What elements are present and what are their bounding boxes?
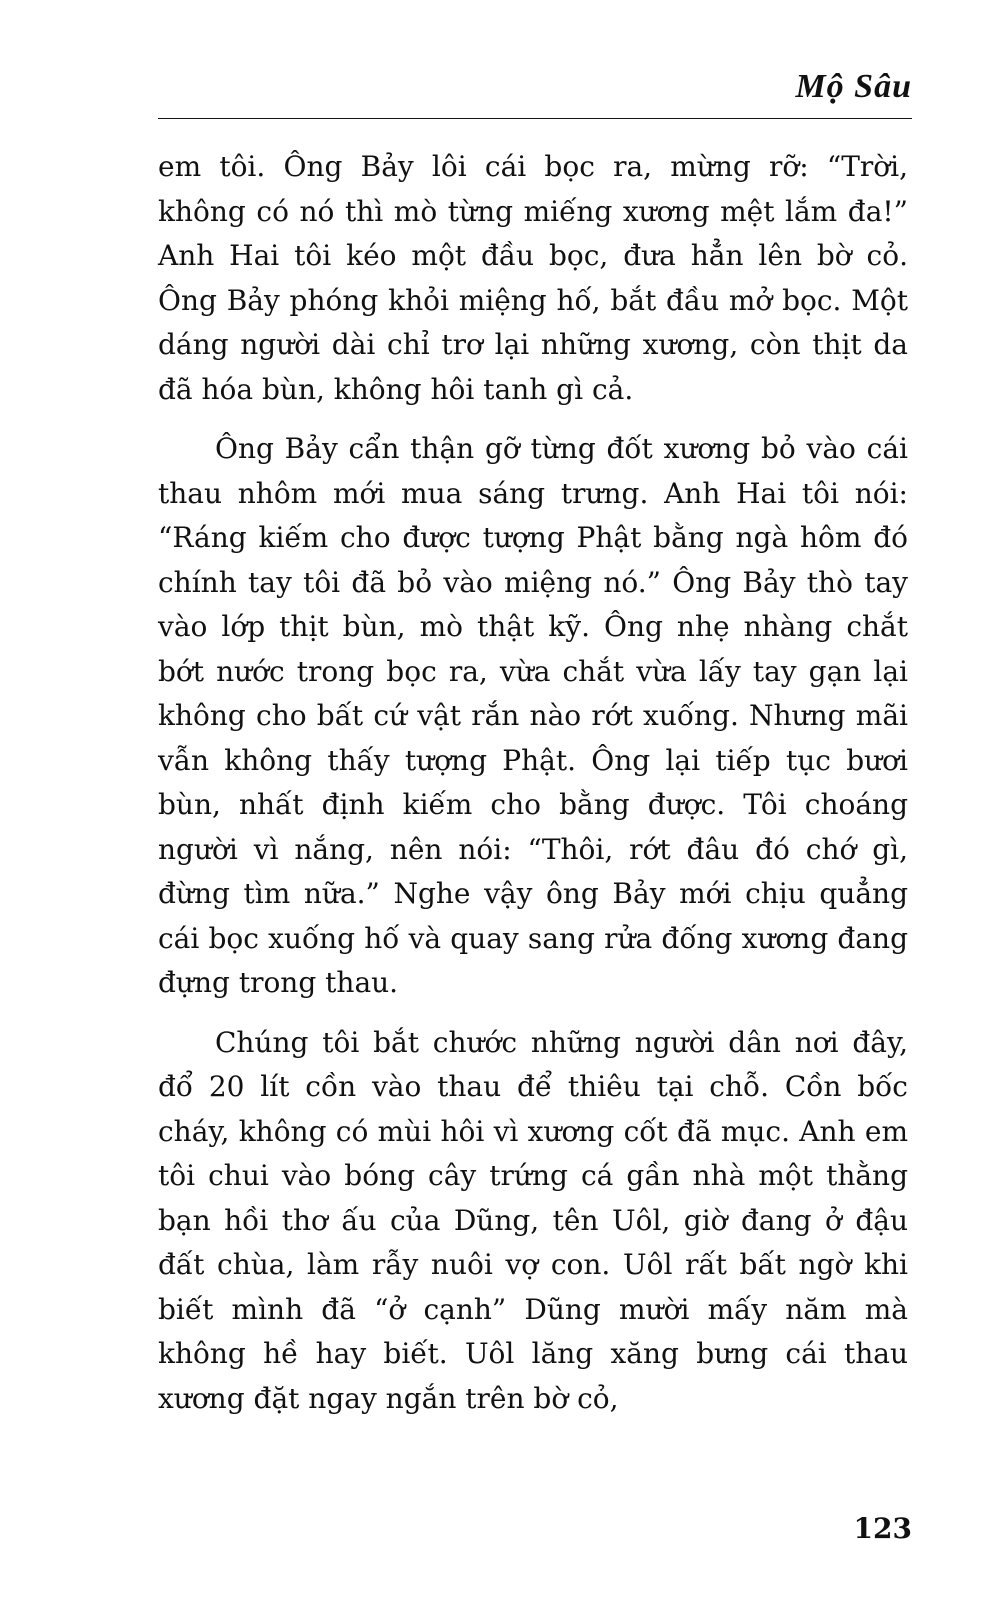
page-number: 123: [853, 1512, 912, 1545]
paragraph-3: Chúng tôi bắt chước những người dân nơi đây, đổ 20 lít cồn vào thau để thiêu tại chỗ. Cồn bốc cháy, không có mùi hôi vì xương cốt đã mục. Anh em tôi chui vào bóng cây trứng cá gần nhà một thằng bạn hồi thơ ấu của Dũng, tên Uôl, giờ đang ở đậu đất chùa, làm rẫy nuôi vợ con. Uôl rất bất ngờ khi biết mình đã “ở cạnh” Dũng mười mấy năm mà không hề hay biết. Uôl lăng xăng bưng cái thau xương đặt ngay ngắn trên bờ cỏ,: [158, 1025, 908, 1415]
running-header-title: Mộ Sâu: [795, 68, 912, 105]
paragraph-1: em tôi. Ông Bảy lôi cái bọc ra, mừng rỡ: “Trời, không có nó thì mò từng miếng xương mệt lắm đa!” Anh Hai tôi kéo một đầu bọc, đưa hẳn lên bờ cỏ. Ông Bảy phóng khỏi miệng hố, bắt đầu mở bọc. Một dáng người dài chỉ trơ lại những xương, còn thịt da đã hóa bùn, không hôi tanh gì cả.: [158, 150, 908, 406]
body-text: [158, 145, 908, 1436]
paragraph-2: Ông Bảy cẩn thận gỡ từng đốt xương bỏ vào cái thau nhôm mới mua sáng trưng. Anh Hai tôi nói: “Ráng kiếm cho được tượng Phật bằng ngà hôm đó chính tay tôi đã bỏ vào miệng nó.” Ông Bảy thò tay vào lớp thịt bùn, mò thật kỹ. Ông nhẹ nhàng chắt bớt nước trong bọc ra, vừa chắt vừa lấy tay gạn lại không cho bất cứ vật rắn nào rớt xuống. Nhưng mãi vẫn không thấy tượng Phật. Ông lại tiếp tục bươi bùn, nhất định kiếm cho bằng được. Tôi choáng người vì nắng, nên nói: “Thôi, rớt đâu đó chớ gì, đừng tìm nữa.” Nghe vậy ông Bảy mới chịu quẳng cái bọc xuống hố và quay sang rửa đống xương đang đựng trong thau.: [158, 432, 908, 999]
header-divider: [158, 118, 912, 119]
